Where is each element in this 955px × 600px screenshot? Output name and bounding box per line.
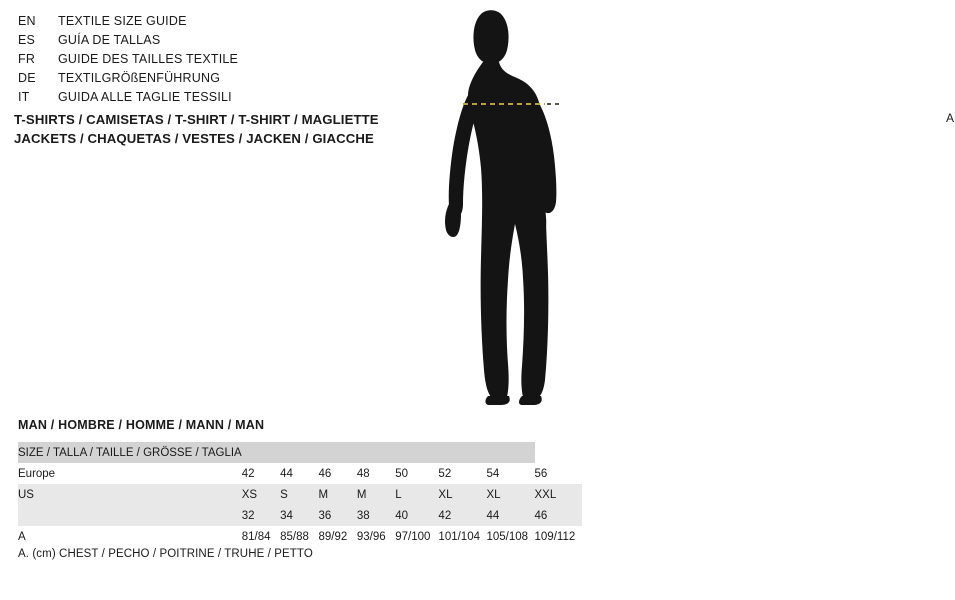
row-label-a: A	[18, 530, 26, 543]
cell-usnum-3: 36	[318, 509, 332, 522]
category-tshirts: T-SHIRTS / CAMISETAS / T-SHIRT / T-SHIRT / MAGLIETTE	[14, 112, 379, 127]
table-row	[18, 484, 582, 505]
language-row-en	[18, 14, 398, 33]
cell-a-5: 97/100	[395, 530, 431, 543]
table-header-row	[18, 442, 582, 463]
language-code-de: DE	[18, 71, 36, 85]
language-text-de: TEXTILGRÖßENFÜHRUNG	[58, 71, 221, 85]
category-jackets: JACKETS / CHAQUETAS / VESTES / JACKEN / GIACCHE	[14, 131, 374, 146]
language-row-it	[18, 90, 398, 109]
row-label-us: US	[18, 488, 34, 501]
table-header-spacer-2	[280, 442, 318, 463]
table-title: MAN / HOMBRE / HOMME / MANN / MAN	[18, 418, 265, 432]
cell-a-3: 89/92	[318, 530, 348, 543]
language-text-es: GUÍA DE TALLAS	[58, 33, 161, 47]
language-row-es	[18, 33, 398, 52]
language-code-fr: FR	[18, 52, 36, 66]
cell-usnum-4: 38	[356, 509, 370, 522]
cell-europe-3: 46	[318, 467, 332, 480]
cell-us-2: S	[280, 488, 288, 501]
table-row	[18, 505, 582, 526]
table-header-spacer-5	[395, 442, 438, 463]
cell-europe-1: 42	[241, 467, 255, 480]
language-text-it: GUIDA ALLE TAGLIE TESSILI	[58, 90, 232, 104]
table-footnote: A. (cm) CHEST / PECHO / POITRINE / TRUHE / PETTO	[18, 548, 313, 560]
row-label-europe: Europe	[18, 467, 56, 480]
table-header-spacer-4	[357, 442, 395, 463]
table-header-spacer-1	[242, 442, 280, 463]
cell-a-7: 105/108	[486, 530, 529, 543]
cell-europe-4: 48	[356, 467, 370, 480]
cell-us-7: XL	[486, 488, 501, 501]
cell-a-4: 93/96	[356, 530, 386, 543]
table-header-spacer-7	[486, 442, 534, 463]
table-header-label: SIZE / TALLA / TAILLE / GRÖSSE / TAGLIA	[18, 446, 242, 459]
cell-a-6: 101/104	[438, 530, 480, 543]
row-label-us-numeric	[18, 505, 242, 526]
table-row	[18, 526, 582, 547]
cell-europe-8: 56	[534, 467, 548, 480]
silhouette-svg	[395, 8, 595, 408]
cell-europe-2: 44	[280, 467, 293, 480]
cell-usnum-1: 32	[241, 509, 255, 522]
language-code-it: IT	[18, 90, 30, 104]
table-header-spacer-3	[318, 442, 356, 463]
cell-a-1: 81/84	[241, 530, 271, 543]
cell-a-2: 85/88	[280, 530, 309, 543]
language-row-fr	[18, 52, 398, 71]
male-silhouette-figure	[395, 8, 955, 408]
table-header-spacer-6	[438, 442, 486, 463]
cell-europe-5: 50	[395, 467, 408, 480]
size-table	[18, 442, 582, 547]
cell-us-6: XL	[438, 488, 453, 501]
cell-us-4: M	[356, 488, 367, 501]
cell-europe-6: 52	[438, 467, 452, 480]
cell-a-8: 109/112	[534, 530, 576, 543]
cell-usnum-5: 40	[395, 509, 408, 522]
language-text-en: TEXTILE SIZE GUIDE	[58, 14, 187, 28]
language-row-de	[18, 71, 398, 90]
table-row	[18, 463, 582, 484]
cell-usnum-6: 42	[438, 509, 452, 522]
measure-label-a: A	[946, 111, 955, 125]
cell-us-8: XXL	[534, 488, 557, 501]
cell-usnum-2: 34	[280, 509, 293, 522]
category-list	[14, 110, 414, 148]
cell-usnum-8: 46	[534, 509, 548, 522]
cell-us-5: L	[395, 488, 402, 501]
cell-us-1: XS	[241, 488, 258, 501]
cell-usnum-7: 44	[486, 509, 500, 522]
language-legend	[18, 14, 398, 109]
language-code-es: ES	[18, 33, 36, 47]
cell-us-3: M	[318, 488, 329, 501]
cell-europe-7: 54	[486, 467, 500, 480]
language-text-fr: GUIDE DES TAILLES TEXTILE	[58, 52, 239, 66]
language-code-en: EN	[18, 14, 36, 28]
